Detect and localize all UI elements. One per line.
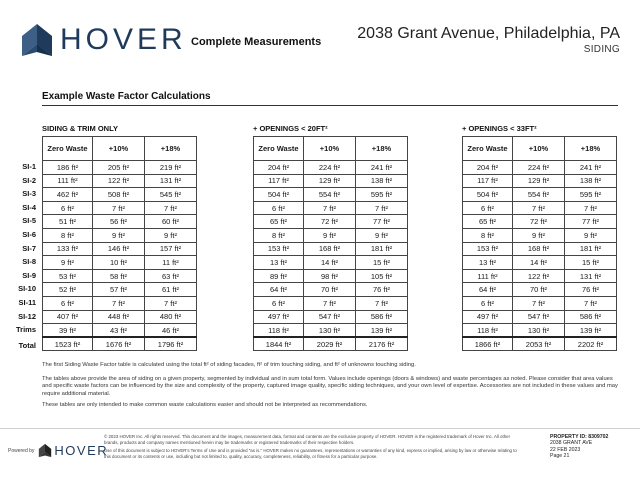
powered-by-hover	[8, 443, 108, 458]
table-row	[254, 283, 408, 297]
table-cell: 138 ft²	[565, 174, 617, 188]
table-row	[254, 215, 408, 229]
table-cell: 554 ft²	[513, 188, 565, 202]
table-cell: 131 ft²	[145, 174, 197, 188]
table-row	[43, 256, 197, 270]
table-cell: 133 ft²	[43, 242, 93, 256]
table-cell: 76 ft²	[565, 283, 617, 297]
total-row	[43, 337, 197, 351]
table-cell: 76 ft²	[356, 283, 408, 297]
table-cell: 8 ft²	[254, 228, 304, 242]
row-label: SI-4	[22, 202, 36, 212]
table-row	[43, 215, 197, 229]
document-title: Complete Measurements	[191, 36, 322, 48]
report-date: 22 FEB 2023	[550, 446, 581, 453]
table-row	[463, 228, 617, 242]
table-cell: 146 ft²	[93, 242, 145, 256]
waste-table-openings-20	[253, 136, 408, 351]
column-header: +10%	[93, 137, 145, 161]
table-cell: 7 ft²	[145, 296, 197, 310]
table-row	[43, 296, 197, 310]
table-cell: 65 ft²	[254, 215, 304, 229]
table-row	[254, 296, 408, 310]
table-cell: 118 ft²	[254, 324, 304, 338]
total-row	[463, 337, 617, 351]
table-cell: 7 ft²	[513, 296, 565, 310]
table-cell: 504 ft²	[463, 188, 513, 202]
table-cell: 39 ft²	[43, 324, 93, 338]
table-row	[254, 242, 408, 256]
row-label: SI-8	[22, 257, 36, 267]
table-cell: 205 ft²	[93, 161, 145, 175]
table-cell: 139 ft²	[356, 324, 408, 338]
table-cell: 9 ft²	[304, 228, 356, 242]
table-cell: 6 ft²	[463, 296, 513, 310]
table-cell: 43 ft²	[93, 324, 145, 338]
house-logo-icon	[20, 22, 54, 58]
table-cell: 7 ft²	[565, 296, 617, 310]
table-cell: 77 ft²	[356, 215, 408, 229]
notes	[42, 362, 618, 413]
row-label: Trims	[15, 325, 36, 335]
legal-text	[104, 434, 524, 462]
table-header-row	[254, 137, 408, 161]
hover-logo	[20, 22, 187, 58]
table-cell: 462 ft²	[43, 188, 93, 202]
column-header: +18%	[356, 137, 408, 161]
table-cell: 13 ft²	[463, 256, 513, 270]
table-row	[43, 174, 197, 188]
table-cell: 168 ft²	[513, 242, 565, 256]
table-cell: 70 ft²	[513, 283, 565, 297]
table-cell: 8 ft²	[463, 228, 513, 242]
table-cell: 504 ft²	[254, 188, 304, 202]
column-header: +18%	[145, 137, 197, 161]
table-cell: 7 ft²	[304, 296, 356, 310]
table-row	[463, 174, 617, 188]
brand-wordmark: HOVER	[60, 23, 187, 56]
house-logo-icon	[38, 443, 52, 458]
column-header: Zero Waste	[463, 137, 513, 161]
table-cell: 224 ft²	[304, 161, 356, 175]
footer-brand-wordmark: HOVER	[54, 443, 109, 458]
table-cell: 2053 ft²	[513, 337, 565, 351]
table-cell: 1676 ft²	[93, 337, 145, 351]
note-paragraph: These tables are only intended to make common waste calculations easier and should not be interpreted as recommendations.	[42, 401, 368, 408]
page-number: Page 21	[550, 453, 570, 460]
table-cell: 6 ft²	[43, 201, 93, 215]
table-cell: 53 ft²	[43, 269, 93, 283]
table-row	[43, 228, 197, 242]
table-cell: 51 ft²	[43, 215, 93, 229]
table-cell: 7 ft²	[93, 296, 145, 310]
table-row	[463, 256, 617, 270]
table-row	[43, 310, 197, 324]
table-label-openings-20: + OPENINGS < 20FT²	[253, 124, 328, 133]
row-label: SI-3	[22, 189, 36, 199]
table-cell: 57 ft²	[93, 283, 145, 297]
section-divider	[42, 105, 618, 106]
table-cell: 2029 ft²	[304, 337, 356, 351]
table-cell: 9 ft²	[145, 228, 197, 242]
property-info	[550, 434, 608, 460]
table-cell: 407 ft²	[43, 310, 93, 324]
row-label: SI-10	[18, 284, 36, 294]
table-cell: 545 ft²	[145, 188, 197, 202]
table-cell: 6 ft²	[43, 296, 93, 310]
row-label: SI-12	[18, 311, 36, 321]
note-paragraph: The first Siding Waste Factor table is calculated using the total ft² of siding facades, ft² of trim touching siding, and ft² of unknowns touching siding.	[42, 362, 416, 368]
column-header: +10%	[513, 137, 565, 161]
table-row	[43, 188, 197, 202]
table-cell: 65 ft²	[463, 215, 513, 229]
table-cell: 181 ft²	[565, 242, 617, 256]
table-header-row	[43, 137, 197, 161]
table-cell: 98 ft²	[304, 269, 356, 283]
table-cell: 9 ft²	[43, 256, 93, 270]
report-type: SIDING	[583, 44, 620, 55]
table-cell: 122 ft²	[93, 174, 145, 188]
table-cell: 63 ft²	[145, 269, 197, 283]
table-row	[463, 215, 617, 229]
table-cell: 139 ft²	[565, 324, 617, 338]
table-cell: 111 ft²	[463, 269, 513, 283]
table-cell: 219 ft²	[145, 161, 197, 175]
table-cell: 241 ft²	[356, 161, 408, 175]
table-cell: 547 ft²	[513, 310, 565, 324]
table-row	[254, 324, 408, 338]
property-id: PROPERTY ID: 8309702	[550, 434, 609, 440]
table-cell: 153 ft²	[254, 242, 304, 256]
table-row	[43, 242, 197, 256]
row-label: SI-1	[22, 162, 36, 171]
report-header	[0, 0, 640, 70]
table-row	[463, 283, 617, 297]
table-cell: 8 ft²	[43, 228, 93, 242]
table-cell: 6 ft²	[254, 201, 304, 215]
table-row	[254, 310, 408, 324]
table-cell: 111 ft²	[43, 174, 93, 188]
table-cell: 9 ft²	[93, 228, 145, 242]
table-row	[254, 188, 408, 202]
table-cell: 1523 ft²	[43, 337, 93, 351]
table-row	[43, 269, 197, 283]
table-cell: 46 ft²	[145, 324, 197, 338]
column-header: Zero Waste	[43, 137, 93, 161]
table-cell: 14 ft²	[304, 256, 356, 270]
table-cell: 586 ft²	[565, 310, 617, 324]
table-row	[463, 310, 617, 324]
table-cell: 448 ft²	[93, 310, 145, 324]
table-cell: 7 ft²	[145, 201, 197, 215]
table-cell: 129 ft²	[304, 174, 356, 188]
table-cell: 13 ft²	[254, 256, 304, 270]
row-label: SI-7	[22, 243, 36, 253]
table-label-openings-33: + OPENINGS < 33FT²	[462, 124, 537, 133]
table-cell: 157 ft²	[145, 242, 197, 256]
legal-terms: Use of this document is subject to HOVER's Terms of Use and is provided "as is." HOVER makes no guarantees, representations or warranties of any kind, express or implied, arising by law or otherwise relating to this document or its contents or use, including but not limited to, quality, accuracy, completeness, reliability, or fitness for a particular purpose.	[104, 448, 517, 459]
table-cell: 118 ft²	[463, 324, 513, 338]
table-cell: 204 ft²	[463, 161, 513, 175]
section-title: Example Waste Factor Calculations	[42, 91, 211, 102]
table-cell: 6 ft²	[254, 296, 304, 310]
table-cell: 1866 ft²	[463, 337, 513, 351]
column-header: +10%	[304, 137, 356, 161]
table-cell: 72 ft²	[304, 215, 356, 229]
table-row	[254, 161, 408, 175]
row-label: SI-5	[22, 216, 36, 226]
row-label: SI-11	[18, 297, 36, 307]
table-cell: 497 ft²	[254, 310, 304, 324]
column-header: +18%	[565, 137, 617, 161]
table-row	[254, 269, 408, 283]
table-row	[463, 324, 617, 338]
table-row	[43, 201, 197, 215]
row-label: SI-6	[22, 229, 36, 239]
table-cell: 153 ft²	[463, 242, 513, 256]
table-cell: 89 ft²	[254, 269, 304, 283]
column-header: Zero Waste	[254, 137, 304, 161]
row-labels	[6, 136, 36, 352]
table-cell: 595 ft²	[356, 188, 408, 202]
table-row	[254, 201, 408, 215]
table-row	[463, 269, 617, 283]
table-cell: 117 ft²	[254, 174, 304, 188]
table-cell: 105 ft²	[356, 269, 408, 283]
table-cell: 129 ft²	[513, 174, 565, 188]
footer-property-address: 2038 GRANT AVE	[550, 440, 593, 447]
table-cell: 2176 ft²	[356, 337, 408, 351]
row-label: SI-2	[22, 175, 36, 185]
table-cell: 508 ft²	[93, 188, 145, 202]
table-cell: 9 ft²	[513, 228, 565, 242]
table-cell: 2202 ft²	[565, 337, 617, 351]
table-cell: 595 ft²	[565, 188, 617, 202]
table-cell: 6 ft²	[463, 201, 513, 215]
table-cell: 9 ft²	[356, 228, 408, 242]
waste-table-openings-33	[462, 136, 617, 351]
table-cell: 11 ft²	[145, 256, 197, 270]
note-paragraph: The tables above provide the area of siding on a given property, segmented by individual and in sum total form. Values include openings (doors & windows) and waste percentages as noted. Please consider that area values and specific waste factors can be influenced by the size and complexity of the property, captured image quality, specific siding techniques, and your own level of expertise. Accessories are not included in these values and may require additional material.	[42, 376, 618, 397]
table-cell: 122 ft²	[513, 269, 565, 283]
table-cell: 241 ft²	[565, 161, 617, 175]
table-row	[43, 283, 197, 297]
table-cell: 61 ft²	[145, 283, 197, 297]
table-cell: 70 ft²	[304, 283, 356, 297]
legal-copyright: © 2023 HOVER Inc. All rights reserved. This document and the images, measurement data, format and contents are the exclusive property of HOVER. HOVER is the registered trademark of Hover Inc. All other brands, products and company names mentioned herein may be trademarks or registered trademarks of their respective holders.	[104, 434, 511, 445]
table-cell: 60 ft²	[145, 215, 197, 229]
table-cell: 547 ft²	[304, 310, 356, 324]
table-cell: 64 ft²	[463, 283, 513, 297]
waste-table-siding-trim	[42, 136, 197, 351]
table-cell: 7 ft²	[304, 201, 356, 215]
table-cell: 224 ft²	[513, 161, 565, 175]
table-cell: 181 ft²	[356, 242, 408, 256]
table-cell: 72 ft²	[513, 215, 565, 229]
table-cell: 10 ft²	[93, 256, 145, 270]
table-cell: 7 ft²	[93, 201, 145, 215]
table-cell: 186 ft²	[43, 161, 93, 175]
table-cell: 56 ft²	[93, 215, 145, 229]
table-cell: 52 ft²	[43, 283, 93, 297]
property-address: 2038 Grant Avenue, Philadelphia, PA	[357, 25, 620, 42]
table-cell: 138 ft²	[356, 174, 408, 188]
table-header-row	[463, 137, 617, 161]
table-cell: 480 ft²	[145, 310, 197, 324]
table-cell: 168 ft²	[304, 242, 356, 256]
table-cell: 1796 ft²	[145, 337, 197, 351]
table-row	[254, 256, 408, 270]
total-row	[254, 337, 408, 351]
table-cell: 9 ft²	[565, 228, 617, 242]
table-row	[43, 161, 197, 175]
table-cell: 130 ft²	[513, 324, 565, 338]
table-cell: 130 ft²	[304, 324, 356, 338]
table-label-siding-trim: SIDING & TRIM ONLY	[42, 124, 118, 133]
table-cell: 554 ft²	[304, 188, 356, 202]
table-row	[463, 161, 617, 175]
table-row	[463, 201, 617, 215]
table-row	[463, 188, 617, 202]
table-row	[43, 324, 197, 338]
footer-divider	[0, 428, 640, 429]
table-row	[254, 174, 408, 188]
table-cell: 7 ft²	[356, 201, 408, 215]
table-row	[463, 296, 617, 310]
row-label: Total	[18, 340, 36, 350]
table-cell: 77 ft²	[565, 215, 617, 229]
powered-by-text: Powered by	[8, 447, 35, 454]
table-cell: 7 ft²	[565, 201, 617, 215]
table-cell: 117 ft²	[463, 174, 513, 188]
table-cell: 131 ft²	[565, 269, 617, 283]
table-row	[254, 228, 408, 242]
table-cell: 15 ft²	[356, 256, 408, 270]
table-row	[463, 242, 617, 256]
table-cell: 7 ft²	[356, 296, 408, 310]
table-cell: 14 ft²	[513, 256, 565, 270]
table-cell: 497 ft²	[463, 310, 513, 324]
table-cell: 7 ft²	[513, 201, 565, 215]
table-cell: 64 ft²	[254, 283, 304, 297]
table-cell: 15 ft²	[565, 256, 617, 270]
table-cell: 586 ft²	[356, 310, 408, 324]
table-cell: 1844 ft²	[254, 337, 304, 351]
row-label: SI-9	[22, 270, 36, 280]
table-cell: 58 ft²	[93, 269, 145, 283]
table-cell: 204 ft²	[254, 161, 304, 175]
